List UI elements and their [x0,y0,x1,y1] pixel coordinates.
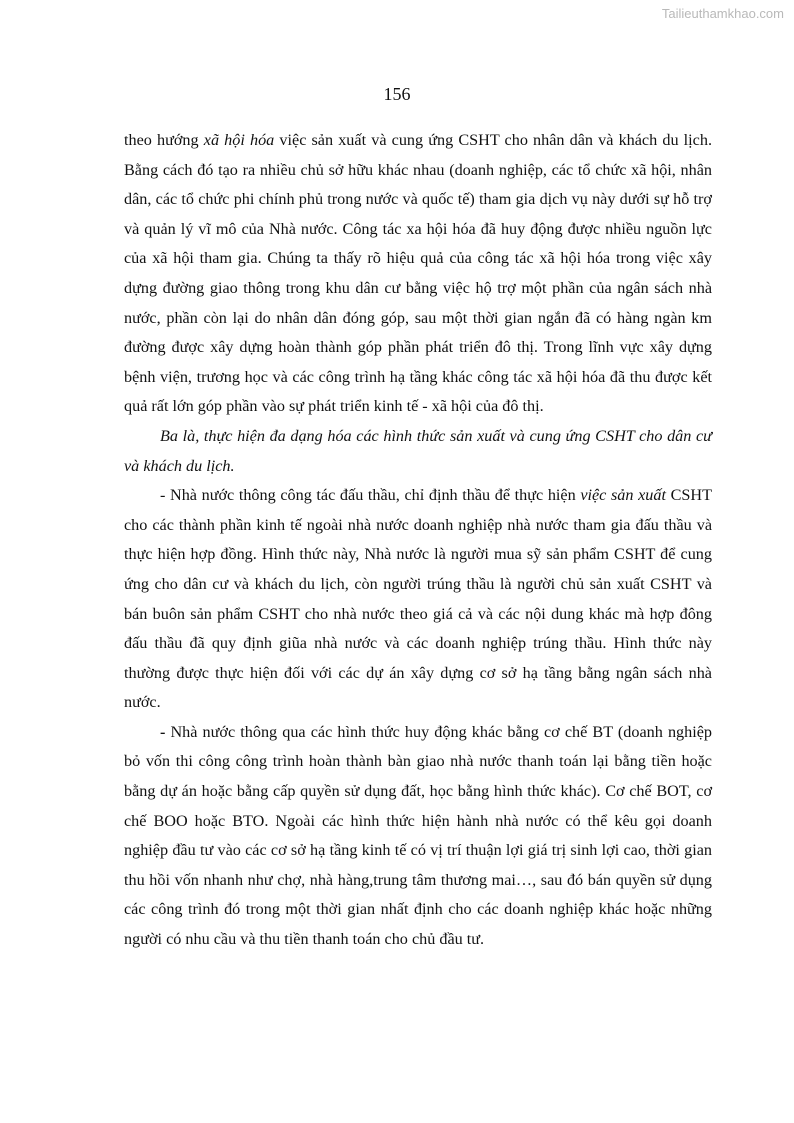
watermark: Tailieuthamkhao.com [661,6,784,21]
paragraph-4 [124,718,712,955]
page-number: 156 [383,84,411,104]
page-body [124,126,712,955]
paragraph-4-dash: - [160,722,166,741]
paragraph-1-text-c: việc sản xuất và cung ứng CSHT cho nhân dân và khách du lịch. Bằng cách đó tạo ra nhiều chủ sở hữu khác nhau (doanh nghiệp, các tổ chức xã hội, nhân dân, các tổ chức phi chính phủ trong nước và quốc tế) tham gia dịch vụ này dưới sự hỗ trợ và quản lý vĩ mô của Nhà nước. Công tác xa hội hóa đã huy động được nhiều nguồn lực của xã hội tham gia. Chúng ta thấy rõ hiệu quả của công tác xã hội hóa trong việc xây dựng đường giao thông trong khu dân cư bằng việc hộ trợ một phần của ngân sách nhà nước, phần còn lại do nhân dân đóng góp, sau một thời gian ngắn đã có hàng ngàn km đường được xây dựng hoàn thành góp phần phát triển đô thị. Trong lĩnh vực xây dựng bệnh viện, trương học và các công trình hạ tầng khác công tác xã hội hóa đã thu được kết quả rất lớn góp phần vào sự phát triển kinh tế - xã hội của đô thị. [124,131,712,416]
paragraph-1-text-a: theo hướng [124,131,204,149]
paragraph-2 [124,422,712,481]
paragraph-1-italic: xã hội hóa [203,131,275,149]
paragraph-4-text: Nhà nước thông qua các hình thức huy động khác bằng cơ chế BT (doanh nghiệp bỏ vốn thi công công trình hoàn thành bàn giao nhà nước thanh toán lại bằng tiền hoặc bằng dự án hoặc bằng cấp quyền sử dụng đất, học bằng hình thức khác). Cơ chế BOT, cơ chế BOO hoặc BTO. Ngoài các hình thức hiện hành nhà nước có thể kêu gọi doanh nghiệp đầu tư vào các cơ sở hạ tầng kinh tế có vị trí thuận lợi giá trị sinh lợi cao, thời gian thu hồi vốn nhanh như chợ, nhà hàng,trung tâm thương mai…, sau đó bán quyền sử dụng các công trình đó trong một thời gian nhất định cho các doanh nghiệp khác hoặc những người có nhu cầu và thu tiền thanh toán cho chủ đầu tư. [124,722,712,949]
paragraph-3-text-a: - Nhà nước thông công tác đấu thầu, chỉ định thầu để thực hiện [160,486,581,505]
paragraph-3 [124,481,712,718]
paragraph-3-text-c: CSHT cho các thành phần kinh tế ngoài nhà nước doanh nghiệp nhà nước tham gia đấu thầu và thực hiện hợp đồng. Hình thức này, Nhà nước là người mua sỹ sản phẩm CSHT để cung ứng cho dân cư và khách du lịch, còn người trúng thầu là người chủ sản xuất CSHT và bán buôn sản phẩm CSHT cho nhà nước theo giá cả và các nội dung khác mà hợp đông đấu thầu đã quy định giũa nhà nước và các doanh nghiệp trúng thầu. Hình thức này thường được thực hiện đối với các dự án xây dựng cơ sở hạ tầng bằng ngân sách nhà nước. [124,486,712,712]
paragraph-1 [124,126,712,422]
paragraph-3-italic: việc sản xuất [580,486,666,505]
paragraph-2-italic: Ba là, thực hiện đa dạng hóa các hình thức sản xuất và cung ứng CSHT cho dân cư và khách du lịch. [124,426,712,475]
